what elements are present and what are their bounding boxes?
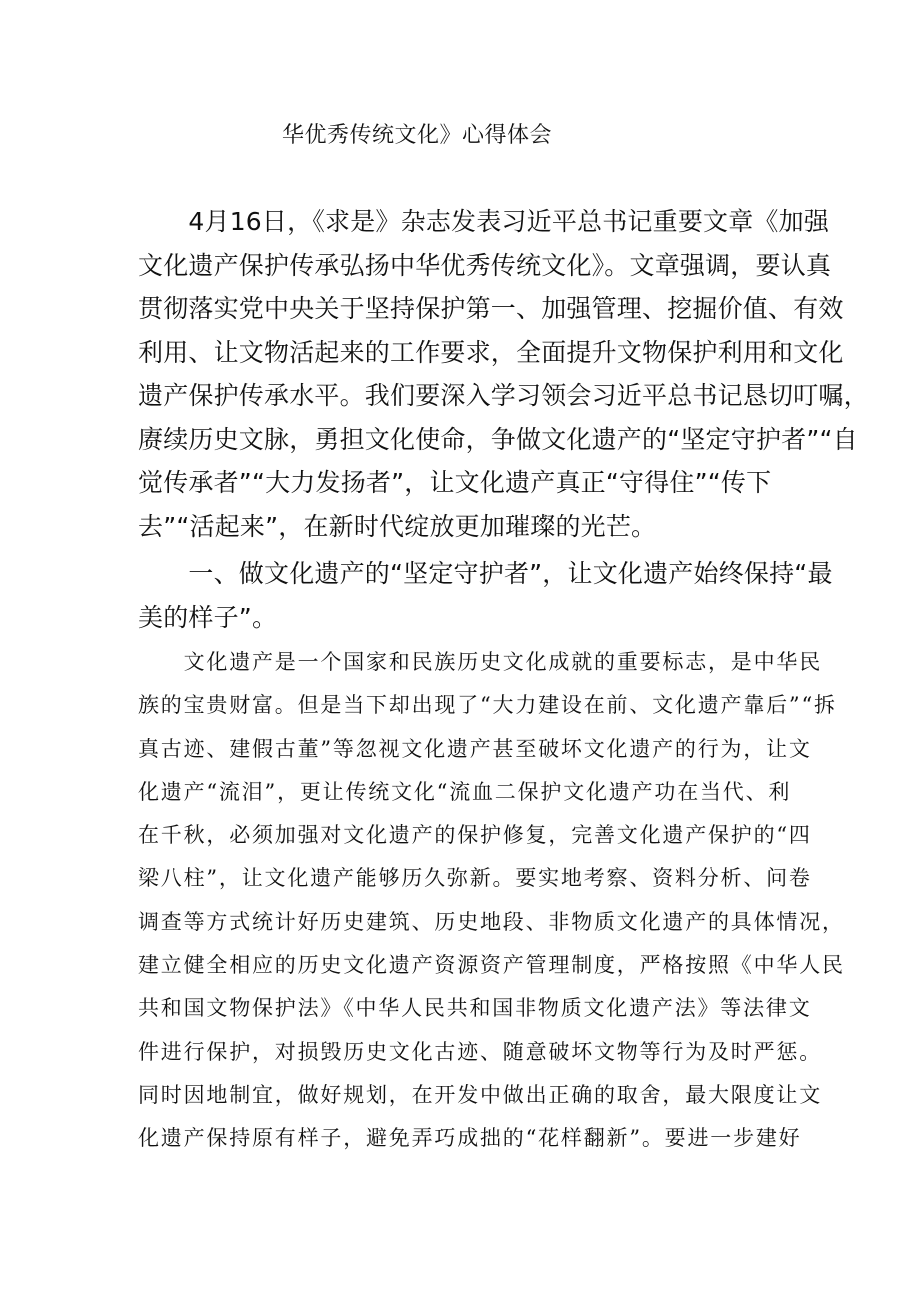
paragraph-line: 觉传承者”“大力发扬者”，让文化遗产真正“守得住”“传下 [138,468,772,497]
paragraph-line: 利用、让文物活起来的工作要求，全面提升文物保护利用和文化 [138,337,844,367]
heading-line: 美的样子”。 [138,602,278,632]
paragraph-line: 赓续历史文脉，勇担文化使命，争做文化遗产的“坚定守护者”“自 [138,424,858,454]
paragraph-line: 去”“活起来”，在新时代绽放更加璀璨的光芒。 [138,511,657,541]
paragraph-line: 真古迹、建假古董”等忽视文化遗产甚至破坏文化遗产的行为，让文 [138,736,812,761]
section-1-body-paragraph [138,641,845,1161]
paragraph-line: 共和国文物保护法》《中华人民共和国非物质文化遗产法》等法律文 [138,996,812,1021]
paragraph-line: 同时因地制宜，做好规划，在开发中做出正确的取舍，最大限度让文 [138,1082,822,1107]
paragraph-line: 化遗产“流泪”，更让传统文化“流血二保护文化遗产功在当代、利 [138,779,792,804]
paragraph-line: 文化遗产保护传承弘扬中华优秀传统文化》。文章强调，要认真 [138,250,832,280]
lead-paragraph [138,200,869,548]
paragraph-line: 文化遗产是一个国家和民族历史文化成就的重要标志，是中华民 [138,650,822,674]
paragraph-line: 调查等方式统计好历史建筑、历史地段、非物质文化遗产的具体情况， [138,909,845,934]
page-title: 华优秀传统文化》心得体会 [282,123,553,148]
paragraph-line: 化遗产保持原有样子，避免弄巧成拙的“花样翻新”。要进一步建好 [138,1126,802,1151]
paragraph-line: 4月16日，《求是》杂志发表习近平总书记重要文章《加强 [138,207,830,236]
paragraph-line: 梁八柱”，让文化遗产能够历久弥新。要实地考察、资料分析、问卷 [138,866,812,891]
paragraph-line: 件进行保护，对损毁历史文化古迹、随意破坏文物等行为及时严惩。 [138,1039,822,1064]
section-heading-1 [138,552,833,639]
paragraph-line: 建立健全相应的历史文化遗产资源资产管理制度，严格按照《中华人民 [138,953,845,978]
paragraph-line: 贯彻落实党中央关于坚持保护第一、加强管理、挖掘价值、有效 [138,294,844,323]
paragraph-line: 族的宝贵财富。但是当下却出现了“大力建设在前、文化遗产靠后”“拆 [138,693,837,718]
paragraph-line: 遗产保护传承水平。我们要深入学习领会习近平总书记恳切叮嘱， [138,381,869,410]
paragraph-line: 在千秋，必须加强对文化遗产的保护修复，完善文化遗产保护的“四 [138,823,812,848]
heading-line: 一、做文化遗产的“坚定守护者”，让文化遗产始终保持“最 [138,559,833,588]
